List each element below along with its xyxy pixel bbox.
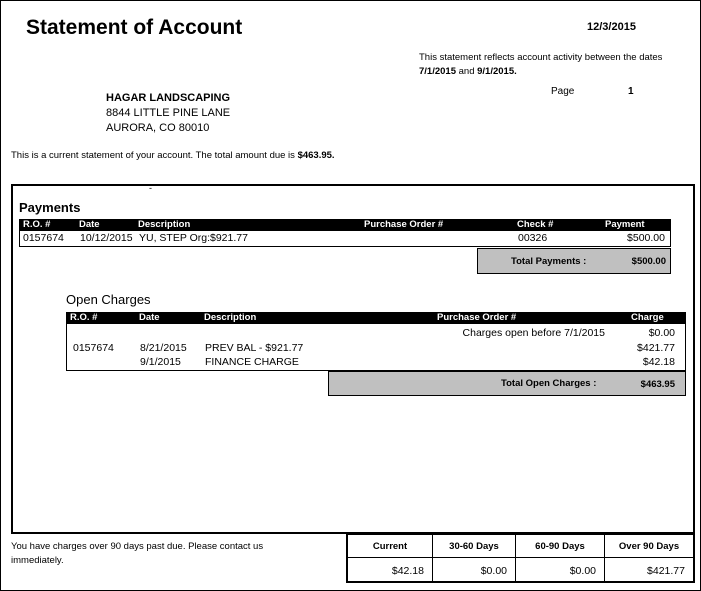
page-title: Statement of Account — [26, 16, 243, 39]
charges-col-ro: R.O. # — [70, 312, 98, 323]
payments-col-po: Purchase Order # — [364, 219, 444, 230]
payment-description: YU, STEP Org:$921.77 — [139, 232, 248, 244]
aging-value: $0.00 — [480, 565, 507, 577]
note-to-date: 9/1/2015. — [477, 66, 517, 77]
payments-total-value: $500.00 — [631, 256, 666, 267]
note-from-date: 7/1/2015 — [419, 66, 456, 77]
open-charges-title: Open Charges — [66, 292, 151, 307]
customer-address — [106, 91, 230, 136]
payments-total-box — [477, 248, 671, 274]
aging-value: $0.00 — [569, 565, 596, 577]
past-due-message: You have charges over 90 days past due. Please contact us immediately. — [11, 541, 264, 566]
aging-value: $421.77 — [647, 565, 685, 577]
open-charges-table — [66, 324, 686, 371]
aging-30-60 — [432, 535, 515, 581]
note-prefix: This statement reflects account activity between the dates — [419, 52, 663, 63]
open-before-label: Charges open before 7/1/2015 — [462, 327, 605, 339]
payment-ro: 0157674 — [23, 232, 64, 244]
aging-label: Over 90 Days — [618, 541, 680, 552]
aging-label: Current — [372, 541, 408, 552]
aging-value: $42.18 — [391, 565, 424, 577]
aging-summary — [346, 533, 695, 583]
activity-period-note — [419, 51, 662, 79]
customer-street: 8844 LITTLE PINE LANE — [106, 107, 231, 119]
aging-label: 30-60 Days — [449, 541, 499, 552]
charges-col-po: Purchase Order # — [437, 312, 517, 323]
aging-current — [348, 535, 432, 581]
charge-ro: 0157674 — [73, 342, 114, 354]
aging-over-90 — [604, 535, 693, 581]
amount-due-value: $463.95. — [297, 150, 335, 161]
open-charges-total-box — [328, 371, 686, 396]
payments-col-description: Description — [138, 219, 191, 230]
charge-amount: $42.18 — [642, 356, 675, 368]
customer-city: AURORA, CO 80010 — [106, 122, 210, 134]
aging-60-90 — [515, 535, 604, 581]
open-charges-header — [66, 312, 686, 324]
customer-name: HAGAR LANDSCAPING — [106, 92, 231, 104]
payment-check: 00326 — [518, 232, 548, 244]
open-charges-total-value: $463.95 — [640, 379, 675, 390]
payments-table — [19, 231, 671, 247]
payments-title: Payments — [19, 200, 81, 215]
charge-description: PREV BAL - $921.77 — [205, 342, 304, 354]
payments-col-check: Check # — [517, 219, 554, 230]
charge-date: 9/1/2015 — [140, 356, 181, 368]
page-number: 1 — [628, 86, 634, 97]
payment-date: 10/12/2015 — [80, 232, 133, 244]
charges-col-charge: Charge — [631, 312, 664, 323]
payments-total-label: Total Payments : — [511, 256, 587, 267]
note-and: and — [458, 66, 475, 77]
charge-description: FINANCE CHARGE — [205, 356, 299, 368]
payments-header — [19, 219, 671, 231]
payments-col-payment: Payment — [605, 219, 645, 230]
charges-col-date: Date — [139, 312, 160, 323]
payments-col-ro: R.O. # — [23, 219, 51, 230]
amount-due-text: This is a current statement of your account. The total amount due is — [11, 150, 295, 161]
open-charges-total-label: Total Open Charges : — [501, 378, 597, 389]
charge-date: 8/21/2015 — [140, 342, 187, 354]
amount-due-line — [11, 150, 335, 161]
open-before-value: $0.00 — [648, 327, 675, 339]
charge-amount: $421.77 — [637, 342, 675, 354]
payments-col-date: Date — [79, 219, 100, 230]
charges-col-description: Description — [204, 312, 257, 323]
statement-date: 12/3/2015 — [587, 21, 636, 33]
tick-mark: - — [149, 183, 152, 193]
aging-label: 60-90 Days — [535, 541, 585, 552]
page-label: Page — [551, 86, 575, 97]
payment-amount: $500.00 — [627, 232, 665, 244]
